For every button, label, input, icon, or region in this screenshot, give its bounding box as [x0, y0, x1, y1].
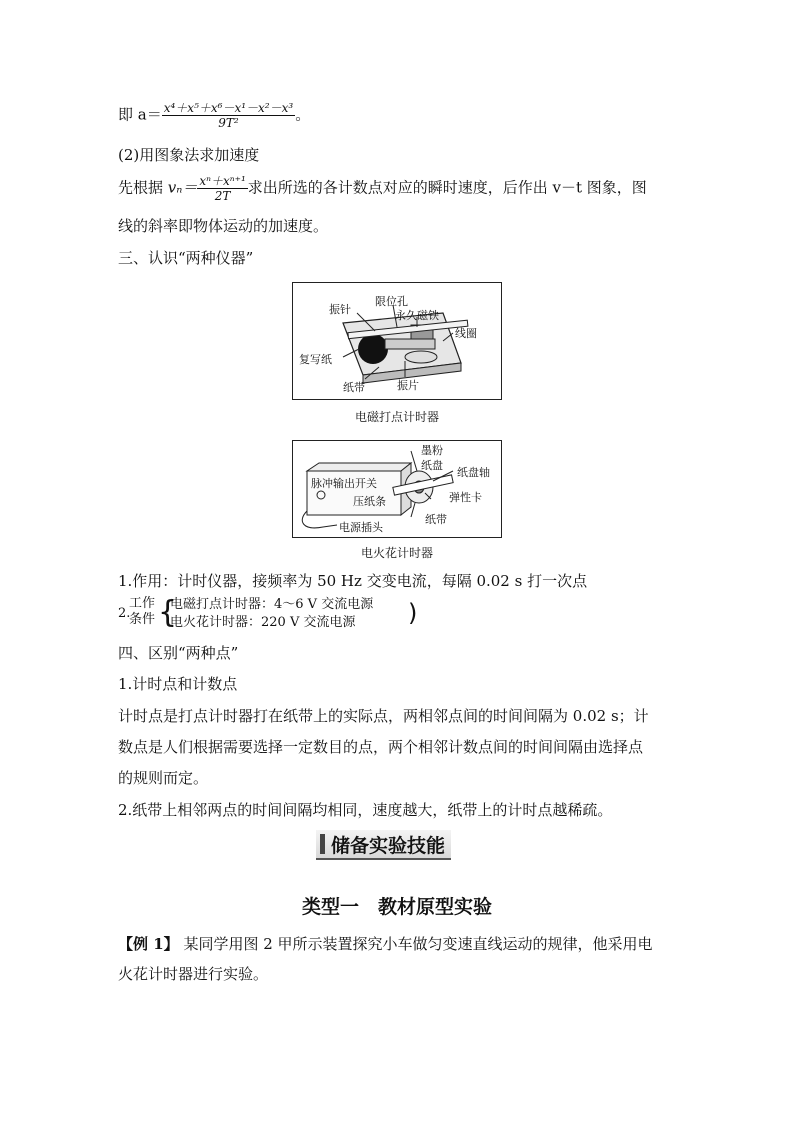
- figure-electromagnetic-timer: [292, 282, 502, 400]
- label-xianweikong: 限位孔: [375, 295, 408, 308]
- item-4-1: 1.计时点和计数点: [118, 675, 238, 693]
- label-fuxiezhi: 复写纸: [299, 353, 332, 366]
- label-tanxingka: 弹性卡: [449, 491, 482, 504]
- label-xianquan: 线圈: [455, 327, 477, 340]
- example-line-2: 火花计时器进行实验。: [118, 965, 269, 983]
- example-line-1: [118, 934, 653, 954]
- paragraph-line-1: 计时点是打点计时器打在纸带上的实际点，两相邻点间的时间间隔为 0.02 s；计: [118, 707, 649, 725]
- formula-a-numerator: x⁴＋x⁵＋x⁶－x¹－x²－x³: [163, 101, 294, 115]
- item-2-line-2: 电火花计时器：220 V 交流电源: [170, 615, 356, 630]
- figure-spark-timer: [292, 440, 502, 538]
- label-zhenpian: 振片: [397, 379, 419, 392]
- paragraph-line-3: 的规则而定。: [118, 769, 209, 787]
- label-citie: 永久磁铁: [395, 309, 439, 322]
- label-dianyuanchatou: 电源插头: [339, 521, 383, 534]
- velocity-line: [118, 174, 647, 203]
- velocity-line-2: 线的斜率即物体运动的加速度。: [118, 217, 329, 235]
- label-zhipan: 纸盘: [421, 459, 443, 472]
- label-zhipanzhou: 纸盘轴: [457, 466, 490, 479]
- velocity-prefix: 先根据: [118, 178, 168, 197]
- item-2-conditions: [118, 596, 438, 636]
- item-2-label-top: 工作: [129, 596, 156, 611]
- section4-title: 四、区别“两种点”: [118, 644, 239, 662]
- right-paren-icon: ): [408, 599, 418, 627]
- velocity-fraction: [197, 174, 247, 203]
- section-banner: [316, 830, 451, 860]
- velocity-numerator: xⁿ＋xⁿ⁺¹: [199, 174, 246, 188]
- velocity-denominator: 2T: [214, 189, 231, 203]
- formula-a-fraction: [162, 101, 295, 130]
- formula-a-line: [118, 101, 310, 130]
- formula-a-suffix: 。: [295, 105, 311, 124]
- item-2-line-1: 电磁打点计时器：4～6 V 交流电源: [170, 597, 374, 612]
- label-yazhitiao: 压纸条: [353, 495, 386, 508]
- section3-title: 三、认识“两种仪器”: [118, 249, 254, 267]
- figure2-caption: 电火花计时器: [360, 546, 433, 560]
- banner-title: 储备实验技能: [331, 834, 446, 857]
- item-1-function: 1.作用：计时仪器，接频率为 50 Hz 交变电流，每隔 0.02 s 打一次点: [118, 572, 588, 590]
- formula-a-prefix: 即 a＝: [118, 105, 162, 124]
- item-4-2: 2.纸带上相邻两点的时间间隔均相同，速度越大，纸带上的计时点越稀疏。: [118, 801, 613, 819]
- formula-a-denominator: 9T²: [218, 116, 239, 130]
- label-maichong: 脉冲输出开关: [311, 477, 377, 490]
- label-zhenzhen: 振针: [329, 303, 351, 316]
- left-brace-icon: {: [158, 595, 178, 630]
- figure1-caption: 电磁打点计时器: [354, 410, 439, 424]
- paragraph-line-2: 数点是人们根据需要选择一定数目的点，两个相邻计数点间的时间间隔由选择点: [118, 738, 644, 756]
- type-heading: 类型一 教材原型实验: [301, 896, 492, 918]
- label-zhidai-2: 纸带: [425, 513, 447, 526]
- label-mofen: 墨粉: [421, 444, 443, 457]
- section2-title: (2)用图象法求加速度: [118, 146, 260, 164]
- item-2-number: 2.: [118, 606, 131, 621]
- velocity-suffix: 求出所选的各计数点对应的瞬时速度，后作出 v－t 图象，图: [247, 178, 647, 197]
- label-zhidai: 纸带: [343, 381, 365, 394]
- example-text-1: 某同学用图 2 甲所示装置探究小车做匀变速直线运动的规律，他采用电: [178, 935, 653, 953]
- banner-mark-icon: [320, 834, 325, 854]
- item-2-label-bottom: 条件: [129, 612, 156, 627]
- example-label: 【例 1】: [118, 935, 179, 953]
- velocity-vn: vₙ＝: [167, 178, 198, 197]
